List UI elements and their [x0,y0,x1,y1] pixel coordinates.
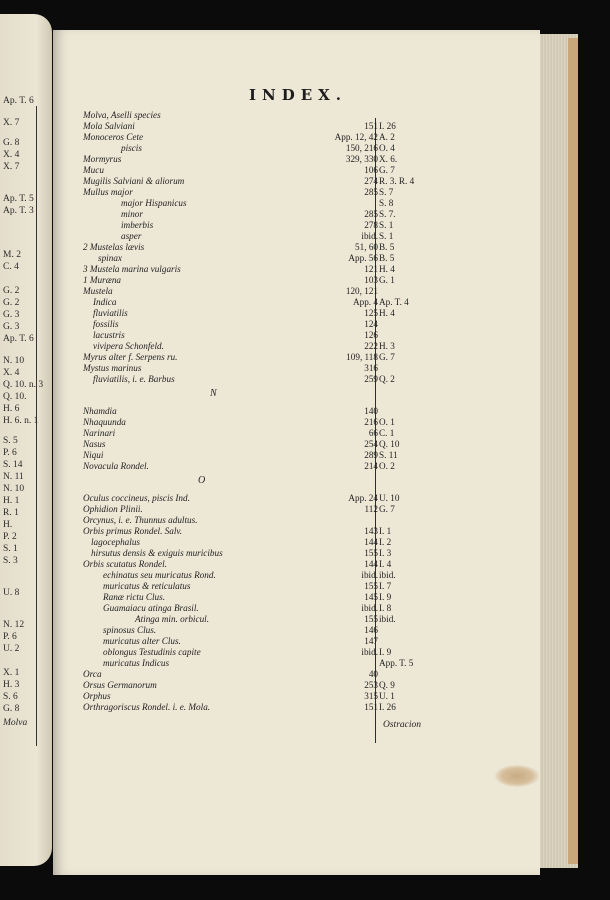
index-entry-page: 216 [364,417,378,427]
index-entry-reference: I. 4 [379,559,392,569]
index-entry-name: spinosus Clus. [103,625,157,635]
index-entry-reference: I. 26 [379,702,396,712]
left-page-reference: N. 10 [3,484,25,494]
index-entry-reference: ibid. [379,570,396,580]
index-entry-page: App. 24 [348,493,378,503]
index-entry-page: 109, 118 [346,352,378,362]
index-entry-reference: B. 5 [379,242,395,252]
index-entry-page: ibid. [361,647,378,657]
index-entry-page: App. 12, 42 [334,132,378,142]
left-page-column-rule [36,106,37,746]
index-entry-page: 112 [364,504,378,514]
index-entry-name: Nhamdia [83,406,117,416]
index-entry-page: 144 [364,559,378,569]
index-entry-name: Mullus major [83,187,133,197]
index-entry-page: 121 [364,264,378,274]
index-entry-name: imberbis [121,220,154,230]
left-page-reference: X. 4 [3,150,20,160]
left-page-reference: H. 6. n. 1 [3,416,39,426]
index-entry-page: 155 [364,548,378,558]
left-page-reference: P. 6 [3,448,17,458]
index-entry-name: Orphus [83,691,111,701]
index-entry-page: 155 [364,581,378,591]
left-page-reference: X. 7 [3,162,20,172]
left-page-reference: Q. 10. [3,392,27,402]
left-page-reference: H. 3 [3,680,20,690]
index-entry-name: Mucu [83,165,104,175]
index-entry-name: spinax [98,253,122,263]
left-page-reference: G. 8 [3,138,20,148]
index-entry-reference: I. 9 [379,647,392,657]
index-entry-reference: O. 4 [379,143,395,153]
index-entry-reference: I. 8 [379,603,392,613]
index-entry-reference: U. 10 [379,493,400,503]
index-page [53,30,540,875]
index-entry-page: 143 [364,526,378,536]
index-entry-name: Orbis scutatus Rondel. [83,559,167,569]
index-entry-page: App. 4 [352,297,378,307]
index-entry-reference: S. 7 [379,187,394,197]
index-entry-page: 151 [364,121,378,131]
left-page-reference: C. 4 [3,262,19,272]
index-entry-name: Mola Salviani [83,121,135,131]
index-entry-reference: S. 1 [379,220,394,230]
index-entry-page: 147 [364,636,378,646]
index-entry-page: 253 [364,680,378,690]
index-entry-reference: App. T. 5 [379,658,414,668]
index-entry-reference: I. 9 [379,592,392,602]
index-entry-name: Narinari [83,428,116,438]
index-entry-page: 140 [364,406,378,416]
left-page-reference: S. 14 [3,460,23,470]
index-entry-reference: ibid. [379,614,396,624]
index-entry-reference: O. 2 [379,461,395,471]
index-entry-reference: Q. 9 [379,680,395,690]
index-entry-name: Molva, Aselli species [83,110,161,120]
index-entry-page: ibid. [361,603,378,613]
left-page-reference: U. 8 [3,588,20,598]
left-page-reference: P. 2 [3,532,17,542]
index-entry-name: Orthragoriscus Rondel. i. e. Mola. [83,702,211,712]
index-entry-reference: G. 1 [379,275,395,285]
index-entry-page: 125 [364,308,378,318]
index-entry-page: 315 [364,691,378,701]
index-entry-reference: I. 7 [379,581,392,591]
index-entry-reference: S. 7. [379,209,396,219]
index-entry-reference: G. 7 [379,504,395,514]
left-page-reference: Ap. T. 5 [3,194,34,204]
index-entry-name: Nhaquunda [83,417,126,427]
index-entry-page: 274 [364,176,378,186]
index-entry-reference: H. 3 [379,341,395,351]
left-page-reference: H. 1 [3,496,20,506]
index-entry-name: Guamaiacu atinga Brasil. [103,603,199,613]
index-entry-name: hirsutus densis & exiguis muricibus [91,548,223,558]
index-entry-reference: G. 7 [379,352,395,362]
index-entry-page: 66 [368,428,378,438]
index-entry-reference: R. 3. R. 4 [379,176,415,186]
index-entry-name: vivipera Schonfeld. [93,341,164,351]
index-entry-page: 155 [364,614,378,624]
index-entry-reference: Q. 2 [379,374,395,384]
index-entry-name: muricatus Indicus [103,658,170,668]
index-entry-reference: A. 2 [379,132,395,142]
index-entry-reference: B. 5 [379,253,395,263]
index-entry-name: Myrus alter f. Serpens ru. [83,352,178,362]
index-entry-page: 40 [368,669,378,679]
index-entry-name: Orsus Germanorum [83,680,157,690]
index-entry-name: Orca [83,669,102,679]
left-page-reference: Ap. T. 3 [3,206,34,216]
index-entry-name: lagocephalus [91,537,140,547]
left-page-reference: G. 3 [3,310,20,320]
page-edges [540,34,578,868]
index-entry-reference: S. 8 [379,198,394,208]
left-page-reference: H. 6 [3,404,20,414]
left-page-reference: Ap. T. 6 [3,96,34,106]
index-entry-reference: I. 3 [379,548,392,558]
index-entry-name: minor [121,209,143,219]
left-page-reference: P. 6 [3,632,17,642]
index-entry-reference: I. 26 [379,121,396,131]
index-entry-page: 146 [364,625,378,635]
left-page-reference: X. 1 [3,668,20,678]
index-entry-name: Niqui [83,450,104,460]
index-entry-name: Ranæ rictu Clus. [103,592,166,602]
index-entry-name: asper [121,231,142,241]
index-entry-name: fluviatilis [93,308,128,318]
index-entry-reference: H. 4 [379,264,395,274]
index-entry-name: lacustris [93,330,125,340]
index-entry-page: 316 [364,363,378,373]
index-entry-name: Mystus marinus [83,363,142,373]
left-page-reference: N. 10 [3,356,25,366]
index-entry-name: Novacula Rondel. [83,461,149,471]
left-page-reference: N. 11 [3,472,24,482]
left-page-reference: H. [3,520,13,530]
index-entry-page: 106 [364,165,378,175]
left-page-reference: N. 12 [3,620,25,630]
index-entry-name: oblongus Testudinis capite [103,647,201,657]
index-entry-name: Ophidion Plinii. [83,504,143,514]
index-entry-name: 3 Mustela marina vulgaris [83,264,181,274]
index-entry-page: 278 [364,220,378,230]
section-letter-o: O [198,475,206,486]
index-entry-name: Atinga min. orbicul. [135,614,210,624]
facing-left-page [0,14,52,866]
index-entry-page: 285 [364,187,378,197]
index-entry-page: 126 [364,330,378,340]
left-page-reference: G. 3 [3,322,20,332]
index-entry-name: Orcynus, i. e. Thunnus adultus. [83,515,198,525]
left-page-reference: S. 6 [3,692,18,702]
index-entry-name: Nasus [83,439,106,449]
index-entry-page: 120, 121 [345,286,378,296]
index-entry-name: Mugilis Salviani & aliorum [83,176,185,186]
left-page-reference: G. 2 [3,298,20,308]
section-letter-n: N [210,388,217,399]
index-entry-reference: C. 1 [379,428,395,438]
index-entry-reference: U. 1 [379,691,395,701]
left-page-reference: M. 2 [3,250,21,260]
index-entry-page: 151 [364,702,378,712]
index-entry-name: fossilis [93,319,119,329]
index-entry-name: muricatus & reticulatus [103,581,191,591]
index-entry-page: ibid. [361,231,378,241]
index-entry-name: 1 Muræna [83,275,122,285]
index-entry-page: 222 [364,341,378,351]
index-entry-name: Mormyrus [83,154,122,164]
index-entry-page: 285 [364,209,378,219]
index-entry-reference: G. 7 [379,165,395,175]
index-entry-name: Indica [93,297,117,307]
index-entry-page: 214 [364,461,378,471]
index-entry-name: piscis [121,143,142,153]
left-page-reference: S. 1 [3,544,18,554]
left-page-reference: R. 1 [3,508,19,518]
index-entry-page: 150, 216 [345,143,378,153]
left-page-reference: Ap. T. 6 [3,334,34,344]
index-entry-page: 144 [364,537,378,547]
index-entry-name: Mustela [83,286,113,296]
left-page-reference: S. 5 [3,436,18,446]
index-entry-page: 51, 60 [355,242,378,252]
index-entry-name: 2 Mustelas lævis [83,242,145,252]
index-entry-reference: I. 2 [379,537,392,547]
index-entry-reference: X. 6. [379,154,398,164]
index-entry-reference: I. 1 [379,526,392,536]
index-entry-name: major Hispanicus [121,198,187,208]
index-entry-name: echinatus seu muricatus Rond. [103,570,216,580]
index-entry-reference: Ap. T. 4 [379,297,409,307]
paper-stain [495,765,539,787]
index-entry-reference: S. 1 [379,231,394,241]
index-entry-page: App. 56 [348,253,378,263]
index-entry-reference: H. 4 [379,308,395,318]
left-page-reference: Q. 10. n. 3 [3,380,44,390]
index-entry-name: fluviatilis, i. e. Barbus [93,374,175,384]
left-page-reference: G. 2 [3,286,20,296]
left-page-reference: Molva [3,718,28,728]
index-entry-reference: O. 1 [379,417,395,427]
index-entry-page: 329, 330 [345,154,378,164]
index-entry-reference: S. 11 [379,450,398,460]
index-entry-page: 145 [364,592,378,602]
index-entry-page: ibid. [361,570,378,580]
index-entry-name: Oculus coccineus, piscis Ind. [83,493,190,503]
index-entry-page: 259 [364,374,378,384]
catchword: Ostracion [383,720,421,730]
left-page-reference: X. 4 [3,368,20,378]
left-page-reference: S. 3 [3,556,18,566]
index-entry-reference: Q. 10 [379,439,400,449]
left-page-reference: U. 2 [3,644,20,654]
index-entry-name: Orbis primus Rondel. Salv. [83,526,183,536]
left-page-reference: X. 7 [3,118,20,128]
index-entry-name: muricatus alter Clus. [103,636,181,646]
index-entry-page: 289 [364,450,378,460]
index-entry-page: 103 [364,275,378,285]
index-entry-page: 124 [364,319,378,329]
index-entry-name: Monoceros Cete [83,132,144,142]
page-title: INDEX. [248,86,348,104]
left-page-reference: G. 8 [3,704,20,714]
index-entry-page: 254 [364,439,378,449]
